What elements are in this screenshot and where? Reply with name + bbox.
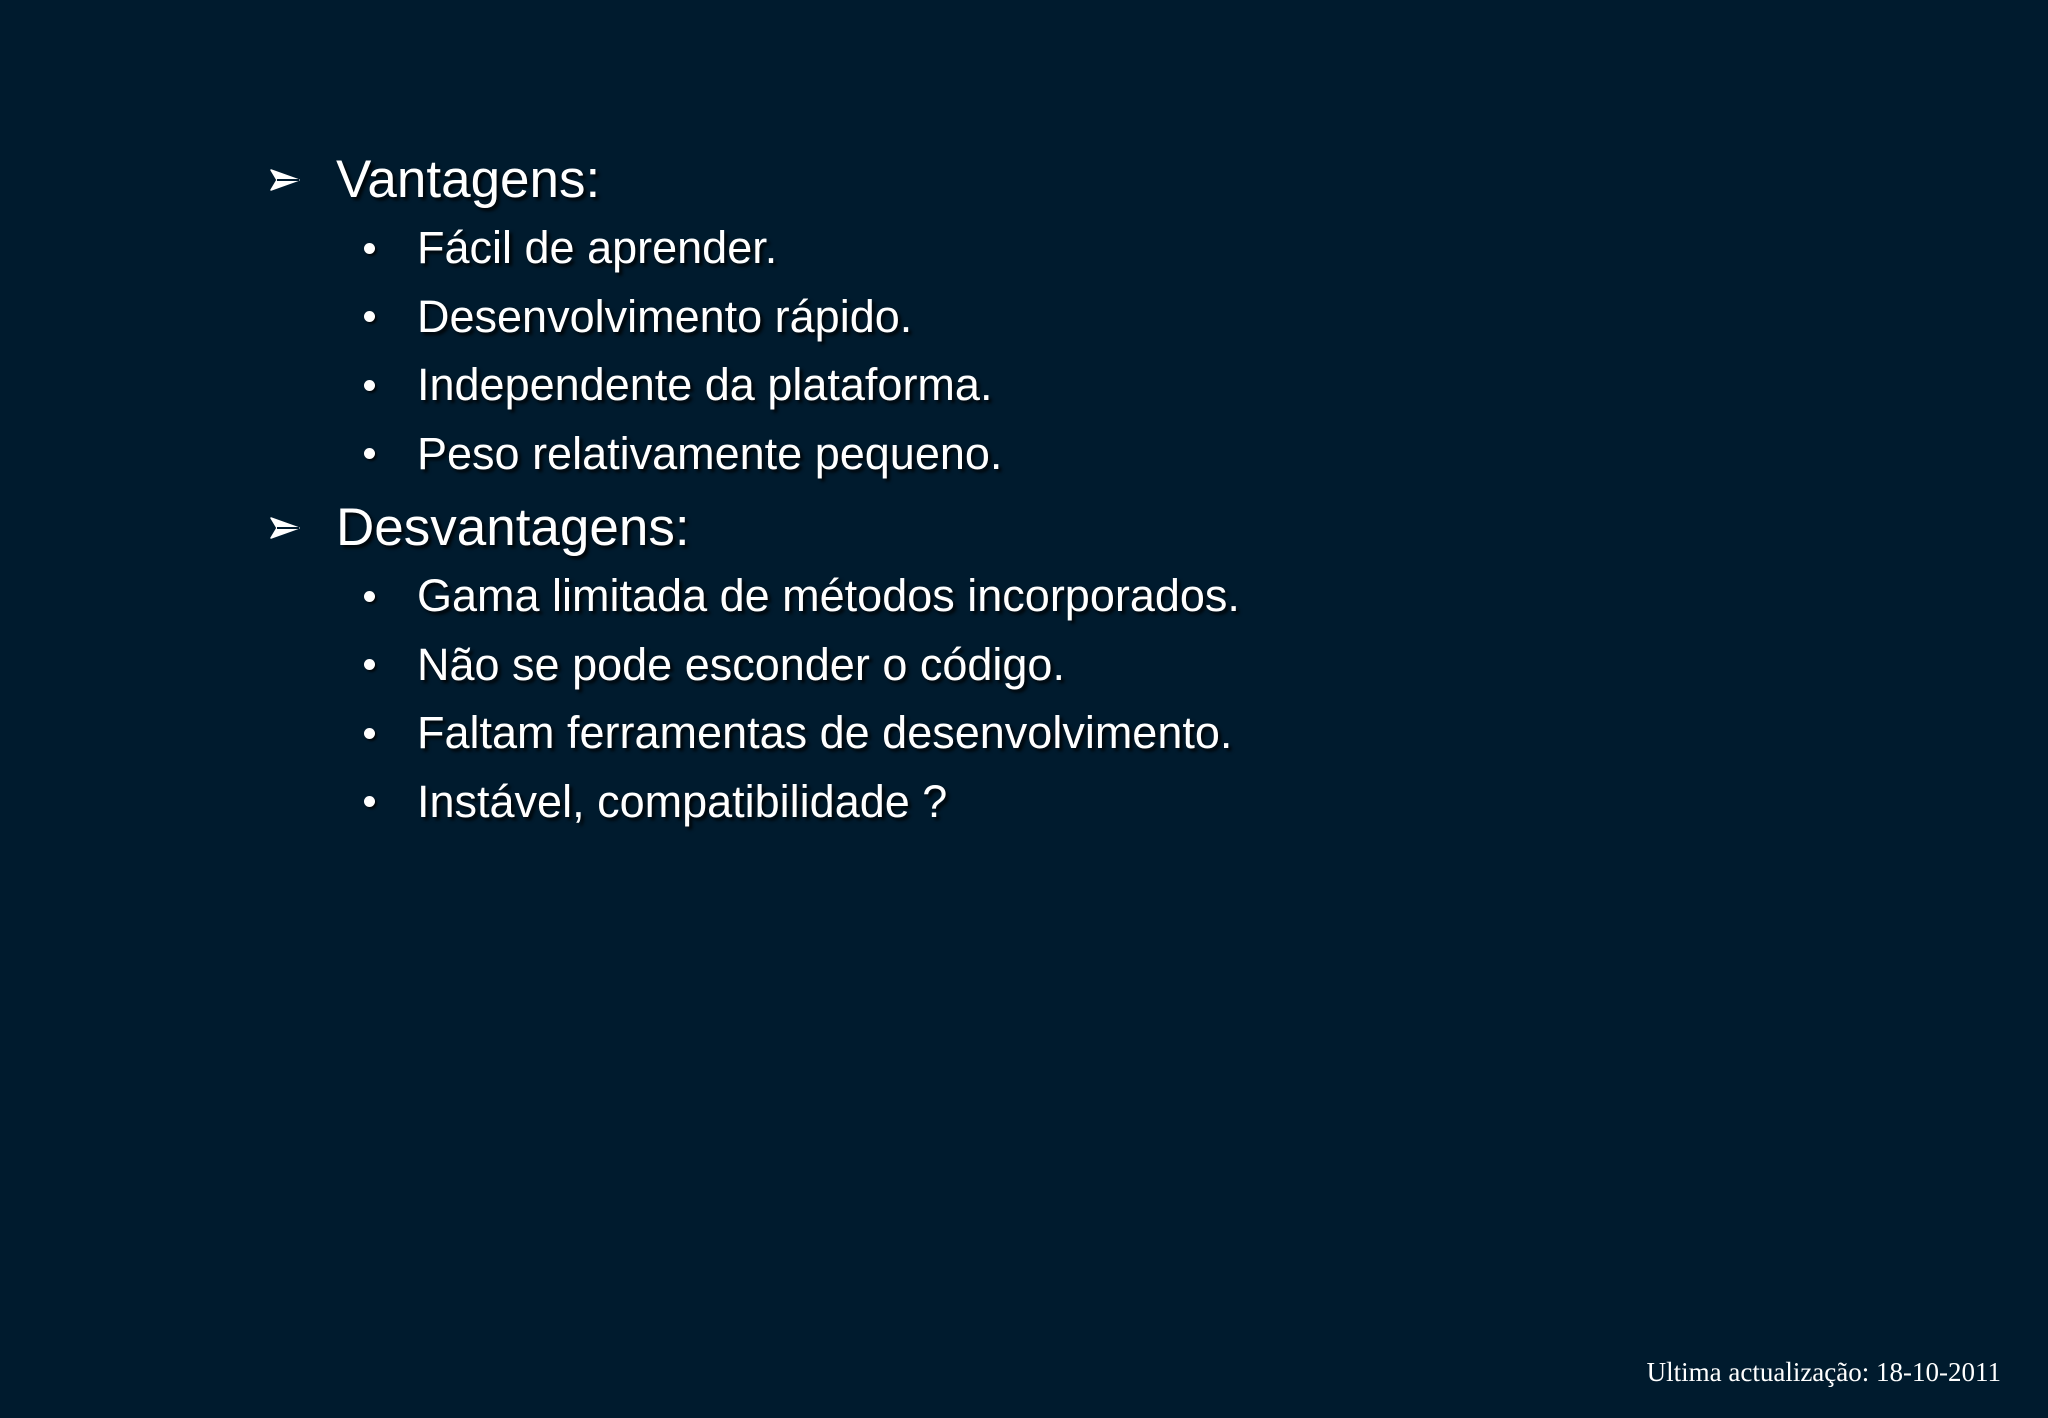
dot-bullet-icon bbox=[364, 448, 375, 459]
list-item-text: Faltam ferramentas de desenvolvimento. bbox=[417, 707, 1233, 759]
list-item-text: Peso relativamente pequeno. bbox=[417, 427, 1003, 479]
list-item bbox=[364, 420, 1002, 489]
list-item bbox=[364, 631, 1240, 700]
section-heading bbox=[265, 146, 1002, 214]
dot-bullet-icon bbox=[364, 728, 375, 739]
list-vantagens bbox=[265, 214, 1002, 488]
arrowhead-bullet-icon bbox=[265, 160, 305, 200]
list-item bbox=[364, 283, 1002, 352]
list-desvantagens bbox=[265, 562, 1240, 836]
section-desvantagens bbox=[265, 494, 1240, 836]
section-vantagens bbox=[265, 146, 1002, 488]
dot-bullet-icon bbox=[364, 243, 375, 254]
list-item bbox=[364, 699, 1240, 768]
heading-desvantagens: Desvantagens: bbox=[336, 498, 690, 557]
dot-bullet-icon bbox=[364, 380, 375, 391]
list-item bbox=[364, 768, 1240, 837]
heading-vantagens: Vantagens: bbox=[336, 150, 601, 209]
list-item-text: Independente da plataforma. bbox=[417, 359, 993, 411]
dot-bullet-icon bbox=[364, 796, 375, 807]
list-item bbox=[364, 351, 1002, 420]
list-item-text: Desenvolvimento rápido. bbox=[417, 290, 913, 342]
list-item-text: Não se pode esconder o código. bbox=[417, 638, 1065, 690]
dot-bullet-icon bbox=[364, 591, 375, 602]
list-item-text: Gama limitada de métodos incorporados. bbox=[417, 570, 1240, 622]
list-item-text: Instável, compatibilidade ? bbox=[417, 775, 948, 827]
arrowhead-bullet-icon bbox=[265, 508, 305, 548]
dot-bullet-icon bbox=[364, 659, 375, 670]
last-updated-footer: Ultima actualização: 18-10-2011 bbox=[1646, 1357, 2001, 1387]
section-heading bbox=[265, 494, 1240, 562]
list-item-text: Fácil de aprender. bbox=[417, 222, 778, 274]
list-item bbox=[364, 214, 1002, 283]
list-item bbox=[364, 562, 1240, 631]
dot-bullet-icon bbox=[364, 311, 375, 322]
